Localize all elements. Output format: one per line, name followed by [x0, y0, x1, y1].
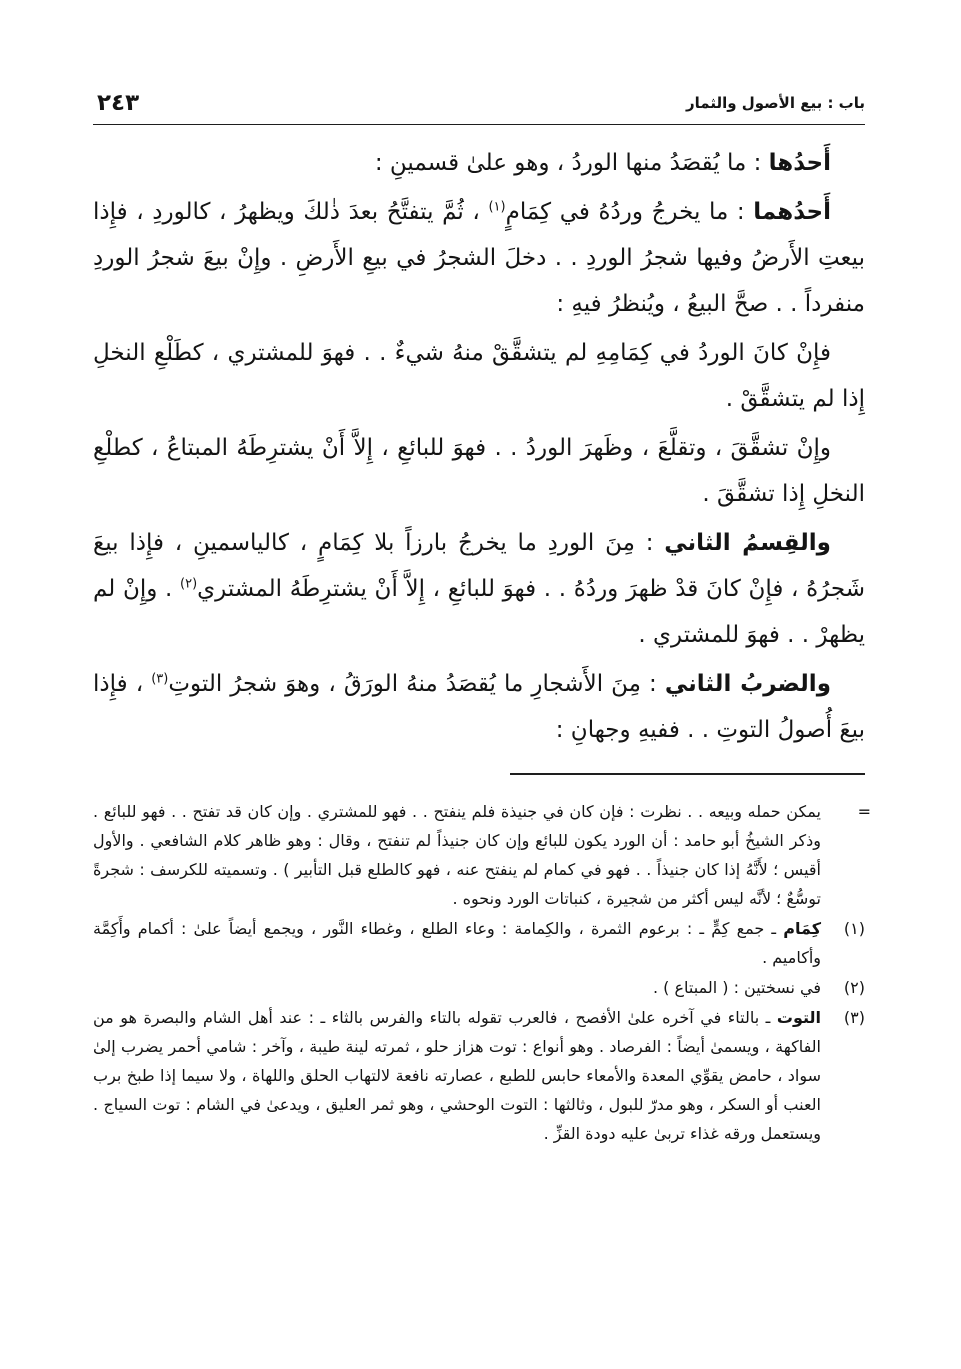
footnotes — [93, 797, 871, 1148]
paragraph-text: ، ثُمَّ يتفتَّحُ بعدَ ذٰلكَ ويظهرُ ، كالوردِ ، فإِذا بيعتِ الأَرضُ وفيها شجرُ الوردِ . . دخلَ الشجرُ في بيعِ الأَرضِ . وإِنْ بيعَ شجرُ الوردِ منفرداً . . صحَّ البيعُ ، ويُنظرُ فيهِ : — [93, 199, 865, 317]
paragraph — [93, 140, 865, 186]
paragraph — [93, 425, 865, 517]
paragraph — [93, 189, 865, 327]
paragraph — [93, 520, 865, 658]
footnote-lead: التوت — [776, 1008, 821, 1027]
paragraph — [93, 661, 865, 753]
paragraph-text: : ما يخرجُ وردُهُ في كِمَامٍ — [505, 199, 754, 225]
footnote-marker: (٣) — [843, 1008, 865, 1027]
paragraph-text: فإِنْ كانَ الوردُ في كِمَامِهِ لم يتشقَّقْ منهُ شيءٌ . . فهوَ للمشتري ، كطَلْعِ النخلِ إِذا لم يتشقَّقْ . — [93, 340, 865, 412]
footnote-continuation — [93, 797, 871, 913]
paragraph-lead: والضربُ الثاني — [664, 671, 831, 697]
paragraph-lead: أَحدُها — [768, 150, 831, 176]
footnote-reference: (٢) — [180, 576, 198, 592]
footnote-text: يمكن حمله وبيعه . . نظرت : فإن كان في جنيذة فلم ينفتح . . فهو للمشتري . وإن كان قد تفتح . . فهو للبائع . وذكر الشيخُ أبو حامد : أن الورد يكون للبائع وإن كان جنيذاً لم تنفتح ، وقال : وهو ظاهر كلام الشافعي . والأول أقيس ؛ لأَنَّهُ إذا كان جنيذاً . . فهو في كمام لم ينفتح عنه ، فهو كالطلع قبل التأبير ) . وتسميته للكرسف : شجرةً توسُّعٌ ؛ لأنَّه ليس أكثر من شجيرة ، كنباتات الورد ونحوه . — [93, 802, 821, 908]
footnote-reference: (٣) — [151, 671, 169, 687]
chapter-title: باب : بيع الأصول والثمار — [686, 94, 865, 112]
footnote-1 — [93, 914, 865, 972]
footnote-marker: (١) — [843, 919, 865, 938]
footnote-2 — [93, 973, 865, 1002]
page-content — [93, 140, 871, 1149]
paragraph-text: ، فإِذا بيعَ أُصولُ التوتِ . . ففيهِ وجهانِ : — [93, 671, 865, 743]
footnote-lead: كِمَام — [783, 919, 821, 938]
footnote-text: ـ جمع كِمٍّ ـ : برعوم الثمرة ، والكِمامة : وعاء الطلع ، وغطاء النَّور ، ويجمع أيضاً علىٰ : أكمام وأَكِمَّة وأكاميم . — [93, 919, 821, 967]
page-number: ٢٤٣ — [97, 90, 140, 116]
paragraph-lead: أَحدُهما — [753, 199, 831, 225]
footnote-marker: (٢) — [843, 978, 865, 997]
footnote-body — [93, 1003, 821, 1148]
footnote-3 — [93, 1003, 865, 1148]
main-text — [93, 140, 865, 753]
paragraph-text: . وإِنْ لم يظهرْ . . فهوَ للمشتري . — [93, 576, 865, 648]
footnote-marker: = — [857, 802, 871, 821]
footnote-text: ـ بالتاء في آخره علىٰ الأفصح ، فالعرب تقوله بالتاء والفرس بالثاء ـ : عند أهل الشام والبصرة هو من الفاكهة ، ويسمىٰ أيضاً : الفرصاد . وهو أنواع : توت هزاز حلو ، ثمرته لينة طيبة ، وآخر : شامي أحمر يضرب إلىٰ سواد ، حامض يقوِّي المعدة والأمعاء حابس للطبع ، عصارته نافعة لالتهاب الحلق واللهاة ، ولا سيما إذا طبخ برب العنب أو السكر ، وهو مدرّ للبول ، وثالثها : التوت الوحشي ، وهو ثمر العليق ، ويدعىٰ في الشام : توت السياج . ويستعمل ورقه غذاء تربىٰ عليه دودة القزِّ . — [93, 1008, 821, 1143]
footnote-reference: (١) — [488, 199, 506, 215]
paragraph-text: : ما يُقصَدُ منها الوردُ ، وهو علىٰ قسمينِ : — [374, 150, 769, 176]
paragraph-text: وإِنْ تشقَّقَ ، وتقلَّعَ ، وظَهرَ الوردُ . . فهوَ للبائعِ ، إِلاَّ أَنْ يشترِطَهُ المبتاعُ ، كطلْعِ النخلِ إِذا تشقَّقَ . — [93, 435, 865, 507]
footnote-body — [93, 914, 821, 972]
paragraph-text: : مِنَ الوردِ ما يخرجُ بارزاً بلا كِمَامٍ ، كالياسمينِ ، فإِذا بيعَ شَجرُهُ ، فإِنْ كانَ قدْ ظهرَ وردُهُ . . فهوَ للبائعِ ، إِلاَّ أَنْ يشترِطَهُ المشتري — [93, 530, 865, 602]
paragraph — [93, 330, 865, 422]
running-header — [93, 82, 865, 125]
footnote-text: في نسختين : ( المبتاع ) . — [653, 978, 821, 997]
footnote-separator — [510, 773, 865, 775]
paragraph-lead: والقِسمُ الثاني — [664, 530, 831, 556]
paragraph-text: : مِنَ الأَشجارِ ما يُقصَدُ منهُ الورَقُ ، وهوَ شجرُ التوتِ — [168, 671, 665, 697]
